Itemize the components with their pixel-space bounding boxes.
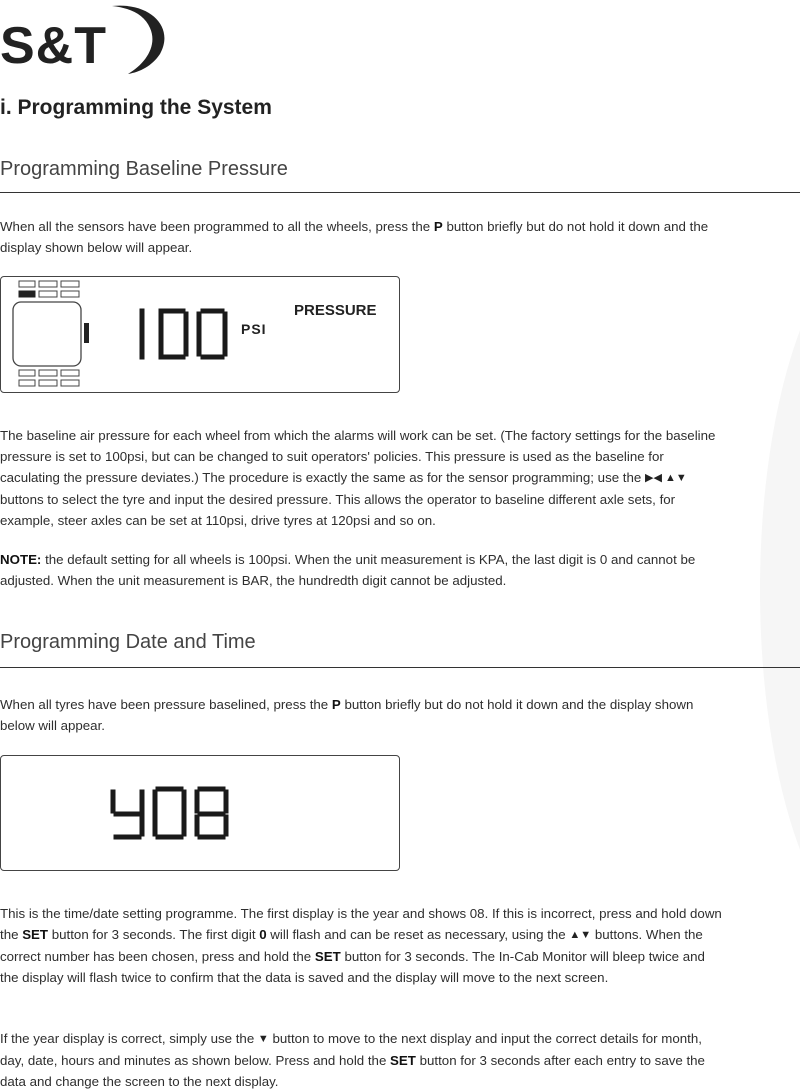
page-background-arc	[760, 230, 800, 950]
datetime-body: This is the time/date setting programme. The first display is the year and shows 08. If this is incorrect, press and hold down the SET button for 3 seconds. The first digit 0 will flash and can be reset as necessary, using the ▲▼ buttons. When the correct number has been chosen, press and hold the SET button for 3 seconds. The In-Cab Monitor will bleep twice and the display will flash twice to confirm that the data is saved and the display will move to the next screen.	[0, 906, 722, 985]
datetime-heading-rule	[0, 667, 800, 668]
set-key-label: SET	[22, 927, 49, 942]
set-key-label: SET	[314, 949, 341, 964]
p-key-label: P	[433, 219, 443, 234]
p-key-label: P	[331, 697, 341, 712]
baseline-heading: Programming Baseline Pressure	[0, 158, 288, 180]
note-label: NOTE:	[0, 552, 42, 567]
up-down-arrows-icon: ▲▼	[569, 929, 592, 941]
set-key-label: SET	[390, 1053, 416, 1068]
arrow-buttons-icon: ▶◀ ▲▼	[644, 472, 687, 484]
lcd-digits-100	[142, 311, 225, 357]
baseline-note: NOTE: the default setting for all wheels is 100psi. When the unit measurement is KPA, the last digit is 0 and cannot be adjusted. When the unit measurement is BAR, the hundredth digit cannot be adjusted.	[0, 552, 696, 588]
baseline-intro: When all the sensors have been programmed to all the wheels, press the P button briefly but do not hold it down and the display shown below will appear.	[0, 219, 709, 255]
lcd-tyre-layout	[1, 277, 399, 392]
datetime-heading: Programming Date and Time	[0, 631, 256, 653]
brand-logo	[0, 2, 175, 74]
section-title: i. Programming the System	[0, 96, 272, 119]
down-arrow-icon: ▼	[257, 1033, 269, 1045]
baseline-body: The baseline air pressure for each wheel from which the alarms will work can be set. (The factory settings for the baseline pressure is set to 100psi, but can be changed to suit operators' policies. This pressure is used as the baseline for caculating the pressure deviates.) The procedure is exactly the same as for the sensor programming; use the ▶◀ ▲▼ buttons to select the tyre and input the desired pressure. This allows the operator to baseline different axle sets, for example, steer axles can be set at 110psi, drive tyres at 120psi and so on.	[0, 428, 716, 528]
baseline-heading-rule	[0, 192, 800, 193]
digit-label: 0	[259, 927, 267, 942]
lcd-digits-y08	[1, 756, 399, 870]
logo-text: S&T	[0, 17, 107, 75]
lcd-mode-label: PRESSURE	[294, 302, 377, 319]
lcd-unit: PSI	[241, 321, 267, 337]
date-lcd-display	[0, 755, 400, 871]
pressure-lcd-display	[0, 276, 400, 393]
datetime-intro: When all tyres have been pressure baselined, press the P button briefly but do not hold it down and the display shown below will appear.	[0, 697, 694, 733]
datetime-body-2: If the year display is correct, simply use the ▼ button to move to the next display and input the correct details for month, day, date, hours and minutes as shown below. Press and hold the SET button for 3 seconds after each entry to save the data and change the screen to the next display.	[0, 1031, 705, 1089]
